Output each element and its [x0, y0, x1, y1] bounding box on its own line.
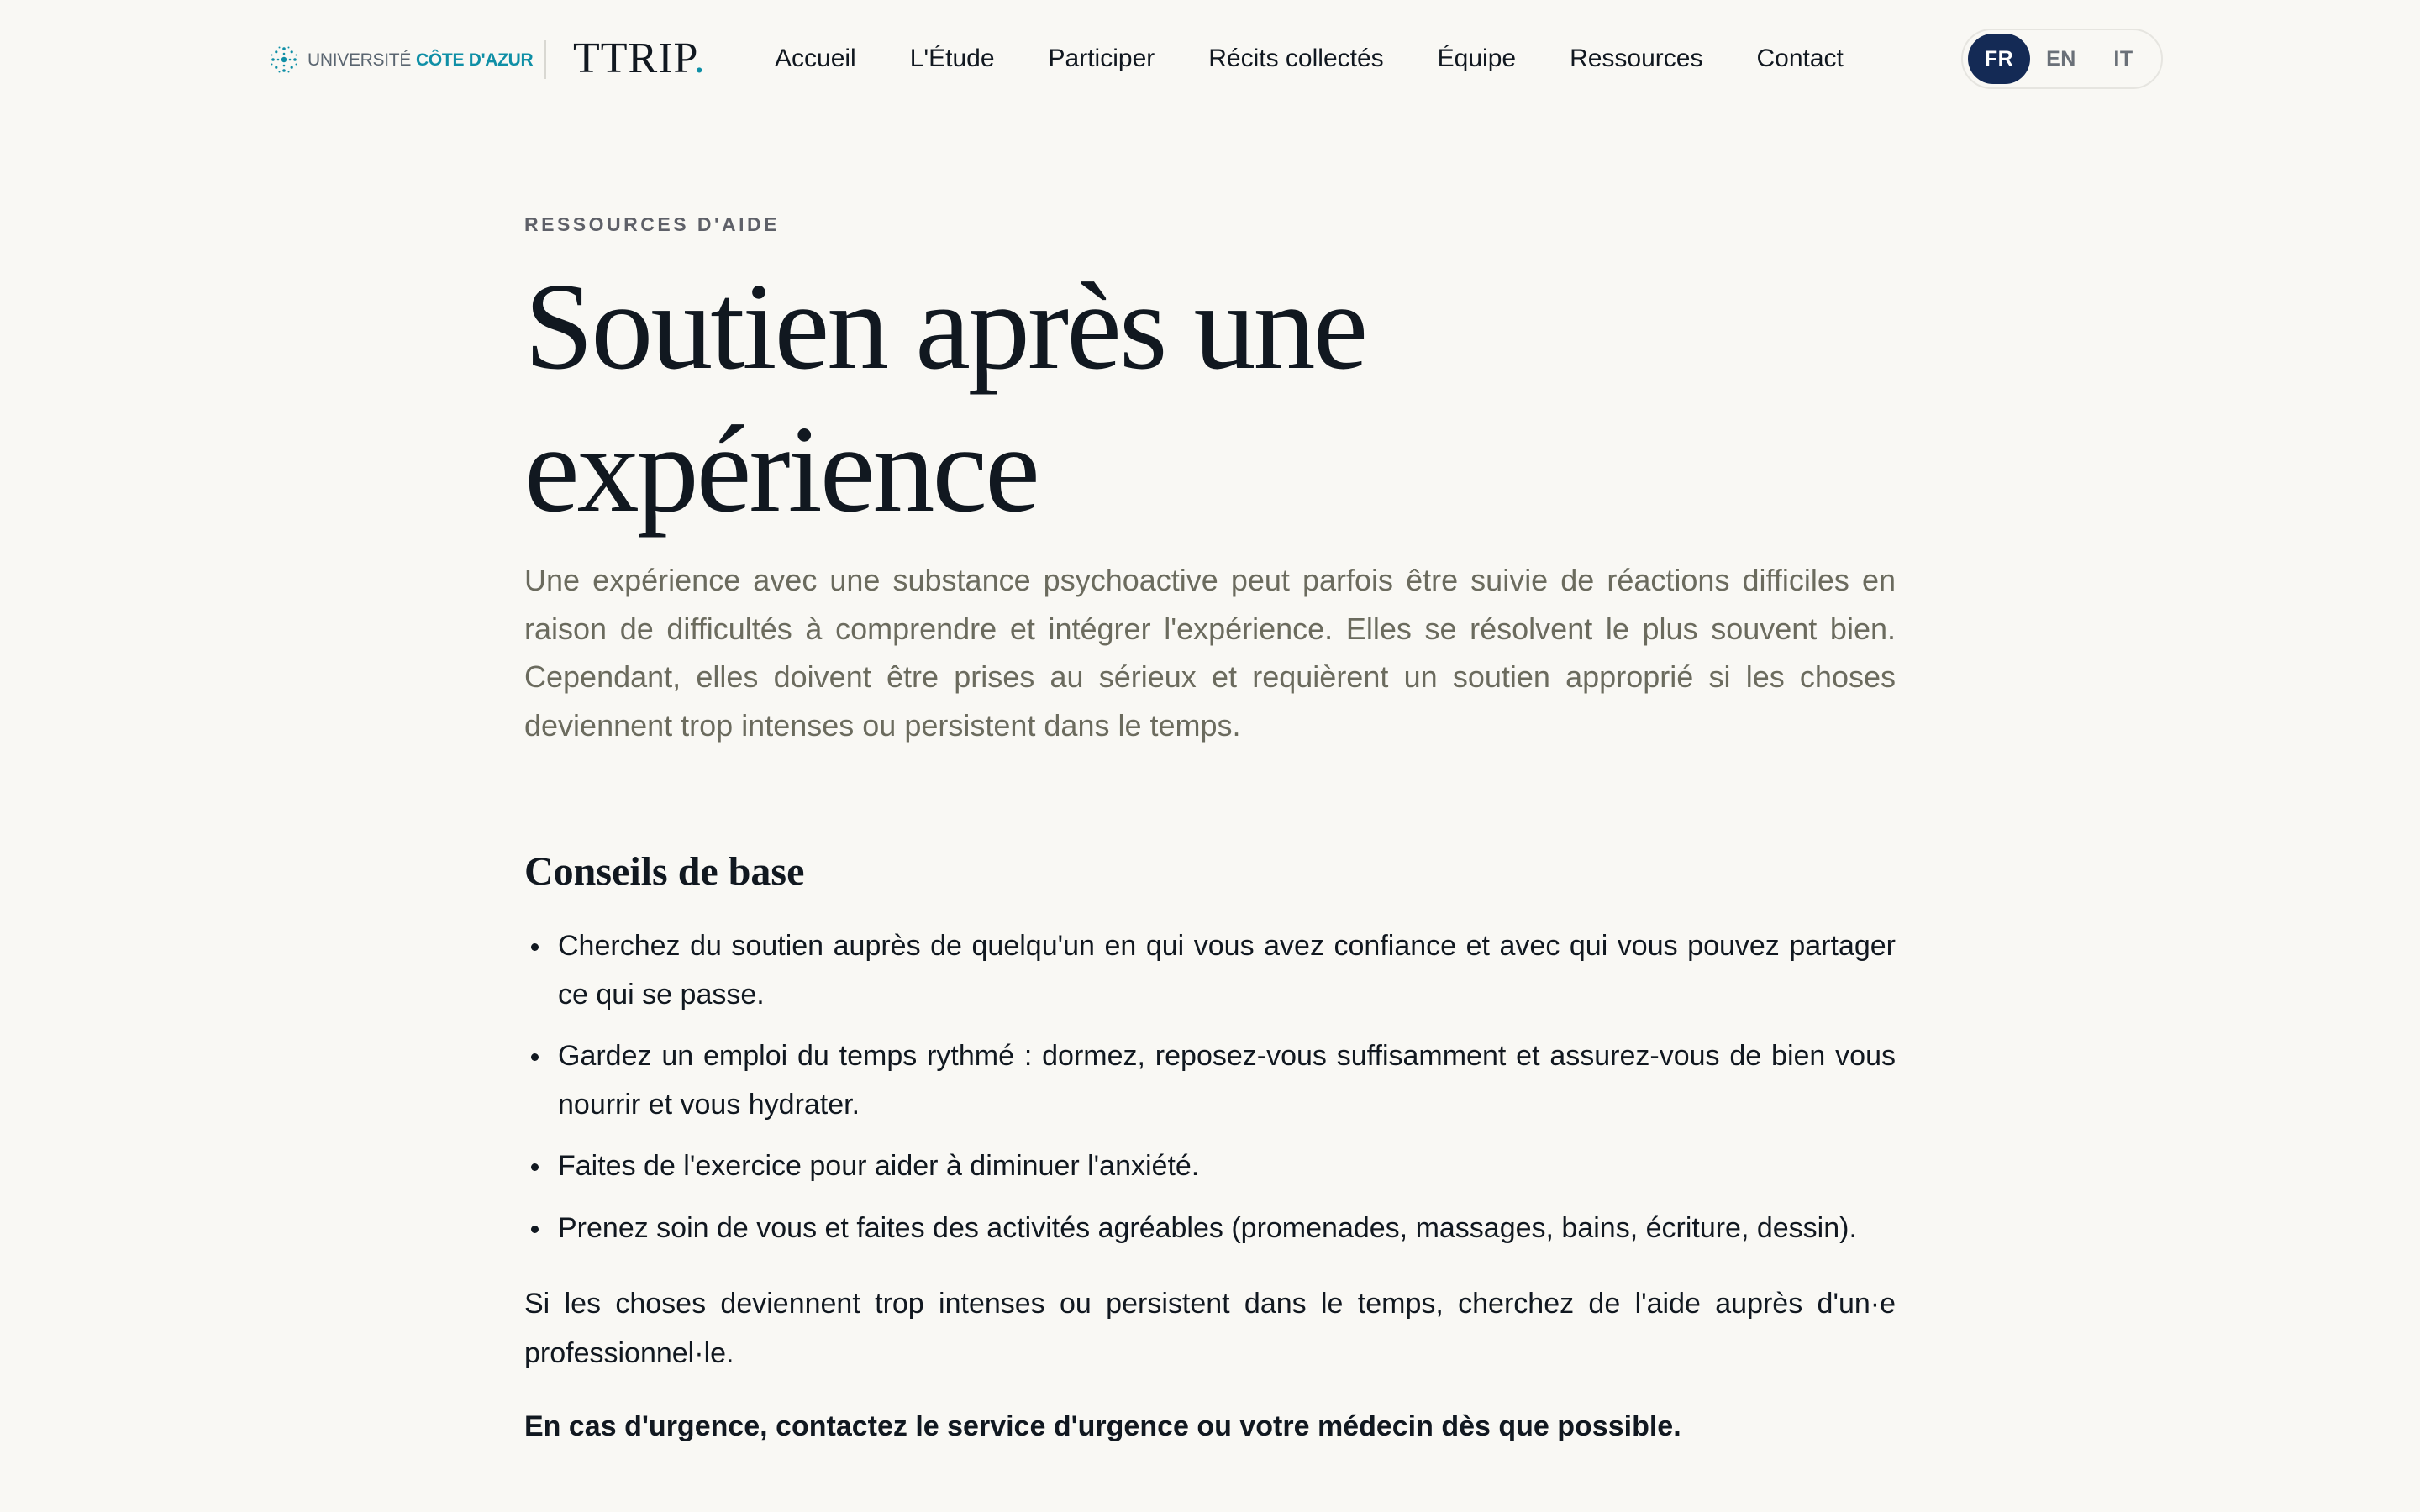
- list-item: Cherchez du soutien auprès de quelqu'un en qui vous avez confiance et avec qui vous pouvez partager ce qui se passe.: [524, 922, 1896, 1019]
- emergency-paragraph: En cas d'urgence, contactez le service d'urgence ou votre médecin dès que possible.: [524, 1410, 1681, 1442]
- ttrip-logo[interactable]: [573, 32, 706, 86]
- lang-en-button[interactable]: EN: [2046, 46, 2076, 71]
- nav-letude[interactable]: L'Étude: [909, 45, 995, 72]
- professional-help-paragraph: Si les choses deviennent trop intenses ou persistent dans le temps, cherchez de l'aide auprès d'un·e professionnel·le.: [524, 1288, 1896, 1369]
- brand-name: TTRIP: [573, 34, 694, 82]
- brand-dot: .: [693, 34, 706, 82]
- list-item: Faites de l'exercice pour aider à diminuer l'anxiété.: [524, 1142, 1896, 1191]
- list-item: Prenez soin de vous et faites des activités agréables (promenades, massages, bains, écriture, dessin).: [524, 1205, 1896, 1253]
- nav-equipe[interactable]: Équipe: [1437, 45, 1517, 72]
- main-content: [524, 202, 1896, 1452]
- universite-cote-dazur-logo[interactable]: [269, 44, 533, 76]
- section-title: Conseils de base: [524, 849, 805, 894]
- lead-paragraph: Une expérience avec une substance psychoactive peut parfois être suivie de réactions difficiles en raison de difficultés à comprendre et intégrer l'expérience. Elles se résolvent le plus souvent bien. Cependant, elles doivent être prises au sérieux et requièrent un soutien approprié si les choses deviennent trop intenses ou persistent dans le temps.: [524, 563, 1896, 743]
- university-word-1: UNIVERSITÉ: [308, 50, 412, 70]
- nav-recits-collectes[interactable]: Récits collectés: [1208, 45, 1384, 72]
- site-header: [0, 0, 2420, 118]
- lang-it-button[interactable]: IT: [2113, 46, 2133, 71]
- logo-divider: [544, 40, 546, 79]
- lang-fr-button[interactable]: FR: [1968, 34, 2030, 84]
- language-switcher: [1961, 29, 2163, 89]
- list-item: Gardez un emploi du temps rythmé : dormez, reposez-vous suffisamment et assurez-vous de bien vous nourrir et vous hydrater.: [524, 1032, 1896, 1129]
- nav-contact[interactable]: Contact: [1756, 45, 1844, 72]
- university-emblem-icon: [269, 45, 299, 75]
- page-title: Soutien après une expérience: [524, 258, 1366, 538]
- nav-participer[interactable]: Participer: [1048, 45, 1155, 72]
- nav-accueil[interactable]: Accueil: [775, 45, 856, 72]
- eyebrow-label: RESSOURCES D'AIDE: [524, 213, 780, 235]
- main-nav: [775, 39, 1844, 79]
- tips-list: [524, 922, 1896, 1252]
- university-name: [308, 51, 533, 69]
- university-word-2: CÔTE D'AZUR: [416, 50, 534, 70]
- nav-ressources[interactable]: Ressources: [1570, 45, 1703, 72]
